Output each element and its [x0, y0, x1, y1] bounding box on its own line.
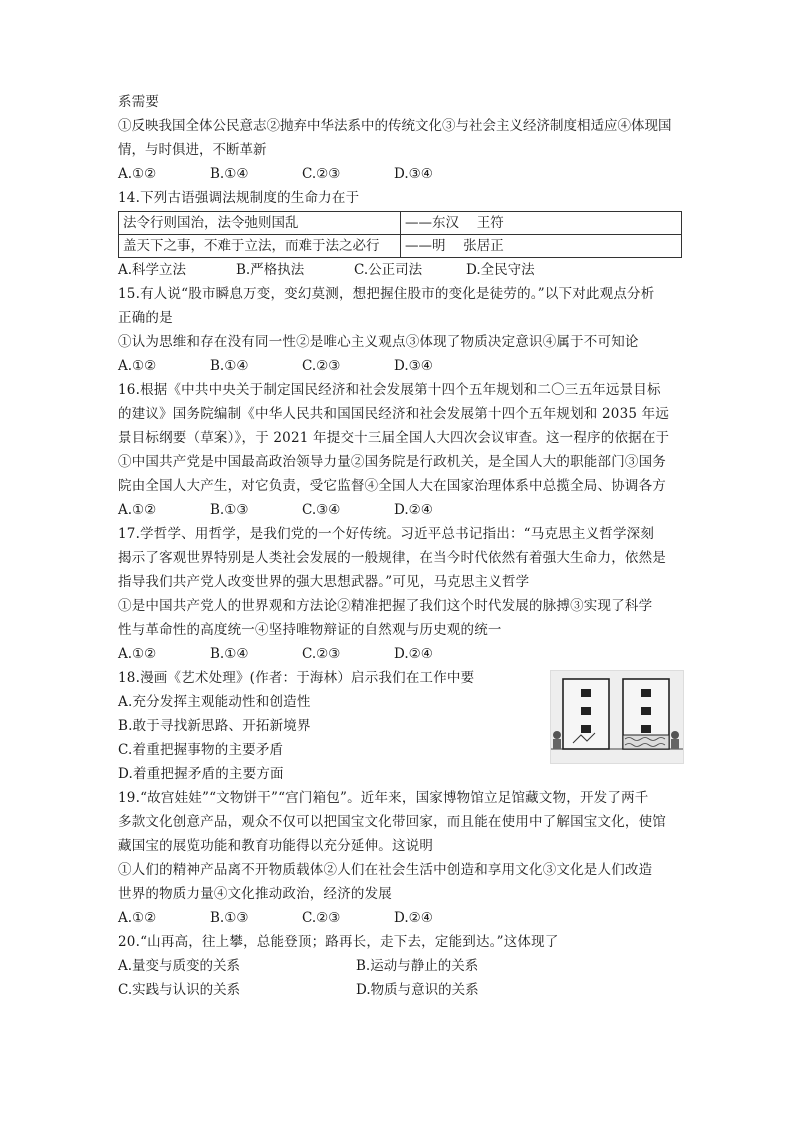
table-row	[119, 235, 682, 258]
q18-option-d[interactable]: D.着重把握矛盾的主要方面	[118, 766, 284, 782]
q20-option-b[interactable]: B.运动与静止的关系	[356, 958, 479, 974]
exam-page	[118, 90, 682, 1002]
q20-options-row1	[118, 954, 682, 978]
q14-option-b[interactable]: B.严格执法	[236, 262, 305, 278]
q16-stem-line1: 16.根据《中共中央关于制定国民经济和社会发展第十四个五年规划和二〇三五年远景目标	[118, 382, 661, 398]
q19-option-d[interactable]: D.②④	[394, 910, 433, 926]
q17-stem-line1: 17.学哲学、用哲学，是我们党的一个好传统。习近平总书记指出：“马克思主义哲学深刻	[118, 526, 655, 542]
q15-option-b[interactable]: B.①④	[210, 358, 249, 374]
q17-option-c[interactable]: C.②③	[302, 646, 341, 662]
q18-option-c[interactable]: C.着重把握事物的主要矛盾	[118, 742, 284, 758]
q15-option-c[interactable]: C.②③	[302, 358, 341, 374]
q15-options	[118, 354, 682, 378]
q15-stem-line2: 正确的是	[118, 310, 173, 326]
q17-stem-line3: 指导我们共产党人改变世界的强大思想武器。”可见，马克思主义哲学	[118, 574, 530, 590]
q15-option-d[interactable]: D.③④	[394, 358, 433, 374]
q19-option-a[interactable]: A.①②	[118, 910, 157, 926]
q20-option-c[interactable]: C.实践与认识的关系	[118, 982, 241, 998]
quote-cell: 法令行则国治，法令弛则国乱	[119, 212, 401, 235]
q17-stem-line2: 揭示了客观世界特别是人类社会发展的一般规律，在当今时代依然有着强大生命力，依然是	[118, 550, 666, 566]
q20-option-d[interactable]: D.物质与意识的关系	[356, 982, 479, 998]
q19-options	[118, 906, 682, 930]
q16-statements-line1: ①中国共产党是中国最高政治领导力量②国务院是行政机关，是全国人大的职能部门③国务	[118, 454, 666, 470]
q15-option-a[interactable]: A.①②	[118, 358, 157, 374]
source-cell: ——明 张居正	[401, 235, 682, 258]
q19-statements-line2: 世界的物质力量④文化推动政治，经济的发展	[118, 886, 392, 902]
q16-option-b[interactable]: B.①③	[210, 502, 249, 518]
q15-stem-line1: 15.有人说“股市瞬息万变，变幻莫测，想把握住股市的变化是徒劳的。”以下对此观点分析	[118, 286, 655, 302]
q16-option-d[interactable]: D.②④	[394, 502, 433, 518]
q18-block	[118, 666, 682, 786]
q16-statements-line2: 院由全国人大产生，对它负责，受它监督④全国人大在国家治理体系中总揽全局、协调各方	[118, 478, 666, 494]
q19-statements-line1: ①人们的精神产品离不开物质载体②人们在社会生活中创造和享用文化③文化是人们改造	[118, 862, 653, 878]
source-cell: ——东汉 王符	[401, 212, 682, 235]
q17-option-d[interactable]: D.②④	[394, 646, 433, 662]
q14-option-a[interactable]: A.科学立法	[118, 262, 187, 278]
q19-option-b[interactable]: B.①③	[210, 910, 249, 926]
q17-option-b[interactable]: B.①④	[210, 646, 249, 662]
q15-statements: ①认为思维和存在没有同一性②是唯心主义观点③体现了物质决定意识④属于不可知论	[118, 334, 639, 350]
q14-option-c[interactable]: C.公正司法	[354, 262, 423, 278]
q18-option-b[interactable]: B.敢于寻找新思路、开拓新境界	[118, 718, 311, 734]
quote-cell: 盖天下之事，不难于立法，而难于法之必行	[119, 235, 401, 258]
q13-statements: ①反映我国全体公民意志②抛弃中华法系中的传统文化③与社会主义经济制度相适应④体现国情，与时俱进，不断革新	[118, 118, 672, 158]
art-processing-cartoon	[550, 670, 684, 764]
q14-stem: 14.下列古语强调法规制度的生命力在于	[118, 190, 360, 206]
q19-option-c[interactable]: C.②③	[302, 910, 341, 926]
q17-options	[118, 642, 682, 666]
q14-quote-table	[118, 211, 682, 258]
q16-stem-line2: 的建议》国务院编制《中华人民共和国国民经济和社会发展第十四个五年规划和 2035 年远	[118, 406, 670, 422]
q19-stem-line2: 多款文化创意产品，观众不仅可以把国宝文化带回家，而且能在使用中了解国宝文化，使馆	[118, 814, 666, 830]
q17-option-a[interactable]: A.①②	[118, 646, 157, 662]
q20-stem: 20.“山再高，往上攀，总能登顶；路再长，走下去，定能到达。”这体现了	[118, 934, 559, 950]
q16-stem-line3: 景目标纲要（草案）》，于 2021 年提交十三届全国人大四次会议审查。这一程序的依据在于	[118, 430, 670, 446]
q14-options	[118, 258, 682, 282]
q16-option-a[interactable]: A.①②	[118, 502, 157, 518]
q18-stem: 18.漫画《艺术处理》(作者：于海林）启示我们在工作中要	[118, 670, 475, 686]
q16-option-c[interactable]: C.③④	[302, 502, 341, 518]
q17-statements-line2: 性与革命性的高度统一④坚持唯物辩证的自然观与历史观的统一	[118, 622, 502, 638]
q14-option-d[interactable]: D.全民守法	[466, 262, 535, 278]
q13-stem-tail: 系需要	[118, 94, 160, 110]
q13-option-c[interactable]: C.②③	[302, 166, 341, 182]
q20-options-row2	[118, 978, 682, 1002]
q13-option-b[interactable]: B.①④	[210, 166, 249, 182]
q13-option-d[interactable]: D.③④	[394, 166, 433, 182]
table-row	[119, 212, 682, 235]
q16-options	[118, 498, 682, 522]
cartoon-drawing	[551, 671, 683, 763]
q17-statements-line1: ①是中国共产党人的世界观和方法论②精准把握了我们这个时代发展的脉搏③实现了科学	[118, 598, 653, 614]
q20-option-a[interactable]: A.量变与质变的关系	[118, 958, 241, 974]
q19-stem-line1: 19.“故宫娃娃”“文物饼干”“宫门箱包”。近年来，国家博物馆立足馆藏文物，开发了两千	[118, 790, 649, 806]
q13-option-a[interactable]: A.①②	[118, 166, 157, 182]
q18-option-a[interactable]: A.充分发挥主观能动性和创造性	[118, 694, 311, 710]
q19-stem-line3: 藏国宝的展览功能和教育功能得以充分延伸。这说明	[118, 838, 434, 854]
q13-options	[118, 162, 682, 186]
